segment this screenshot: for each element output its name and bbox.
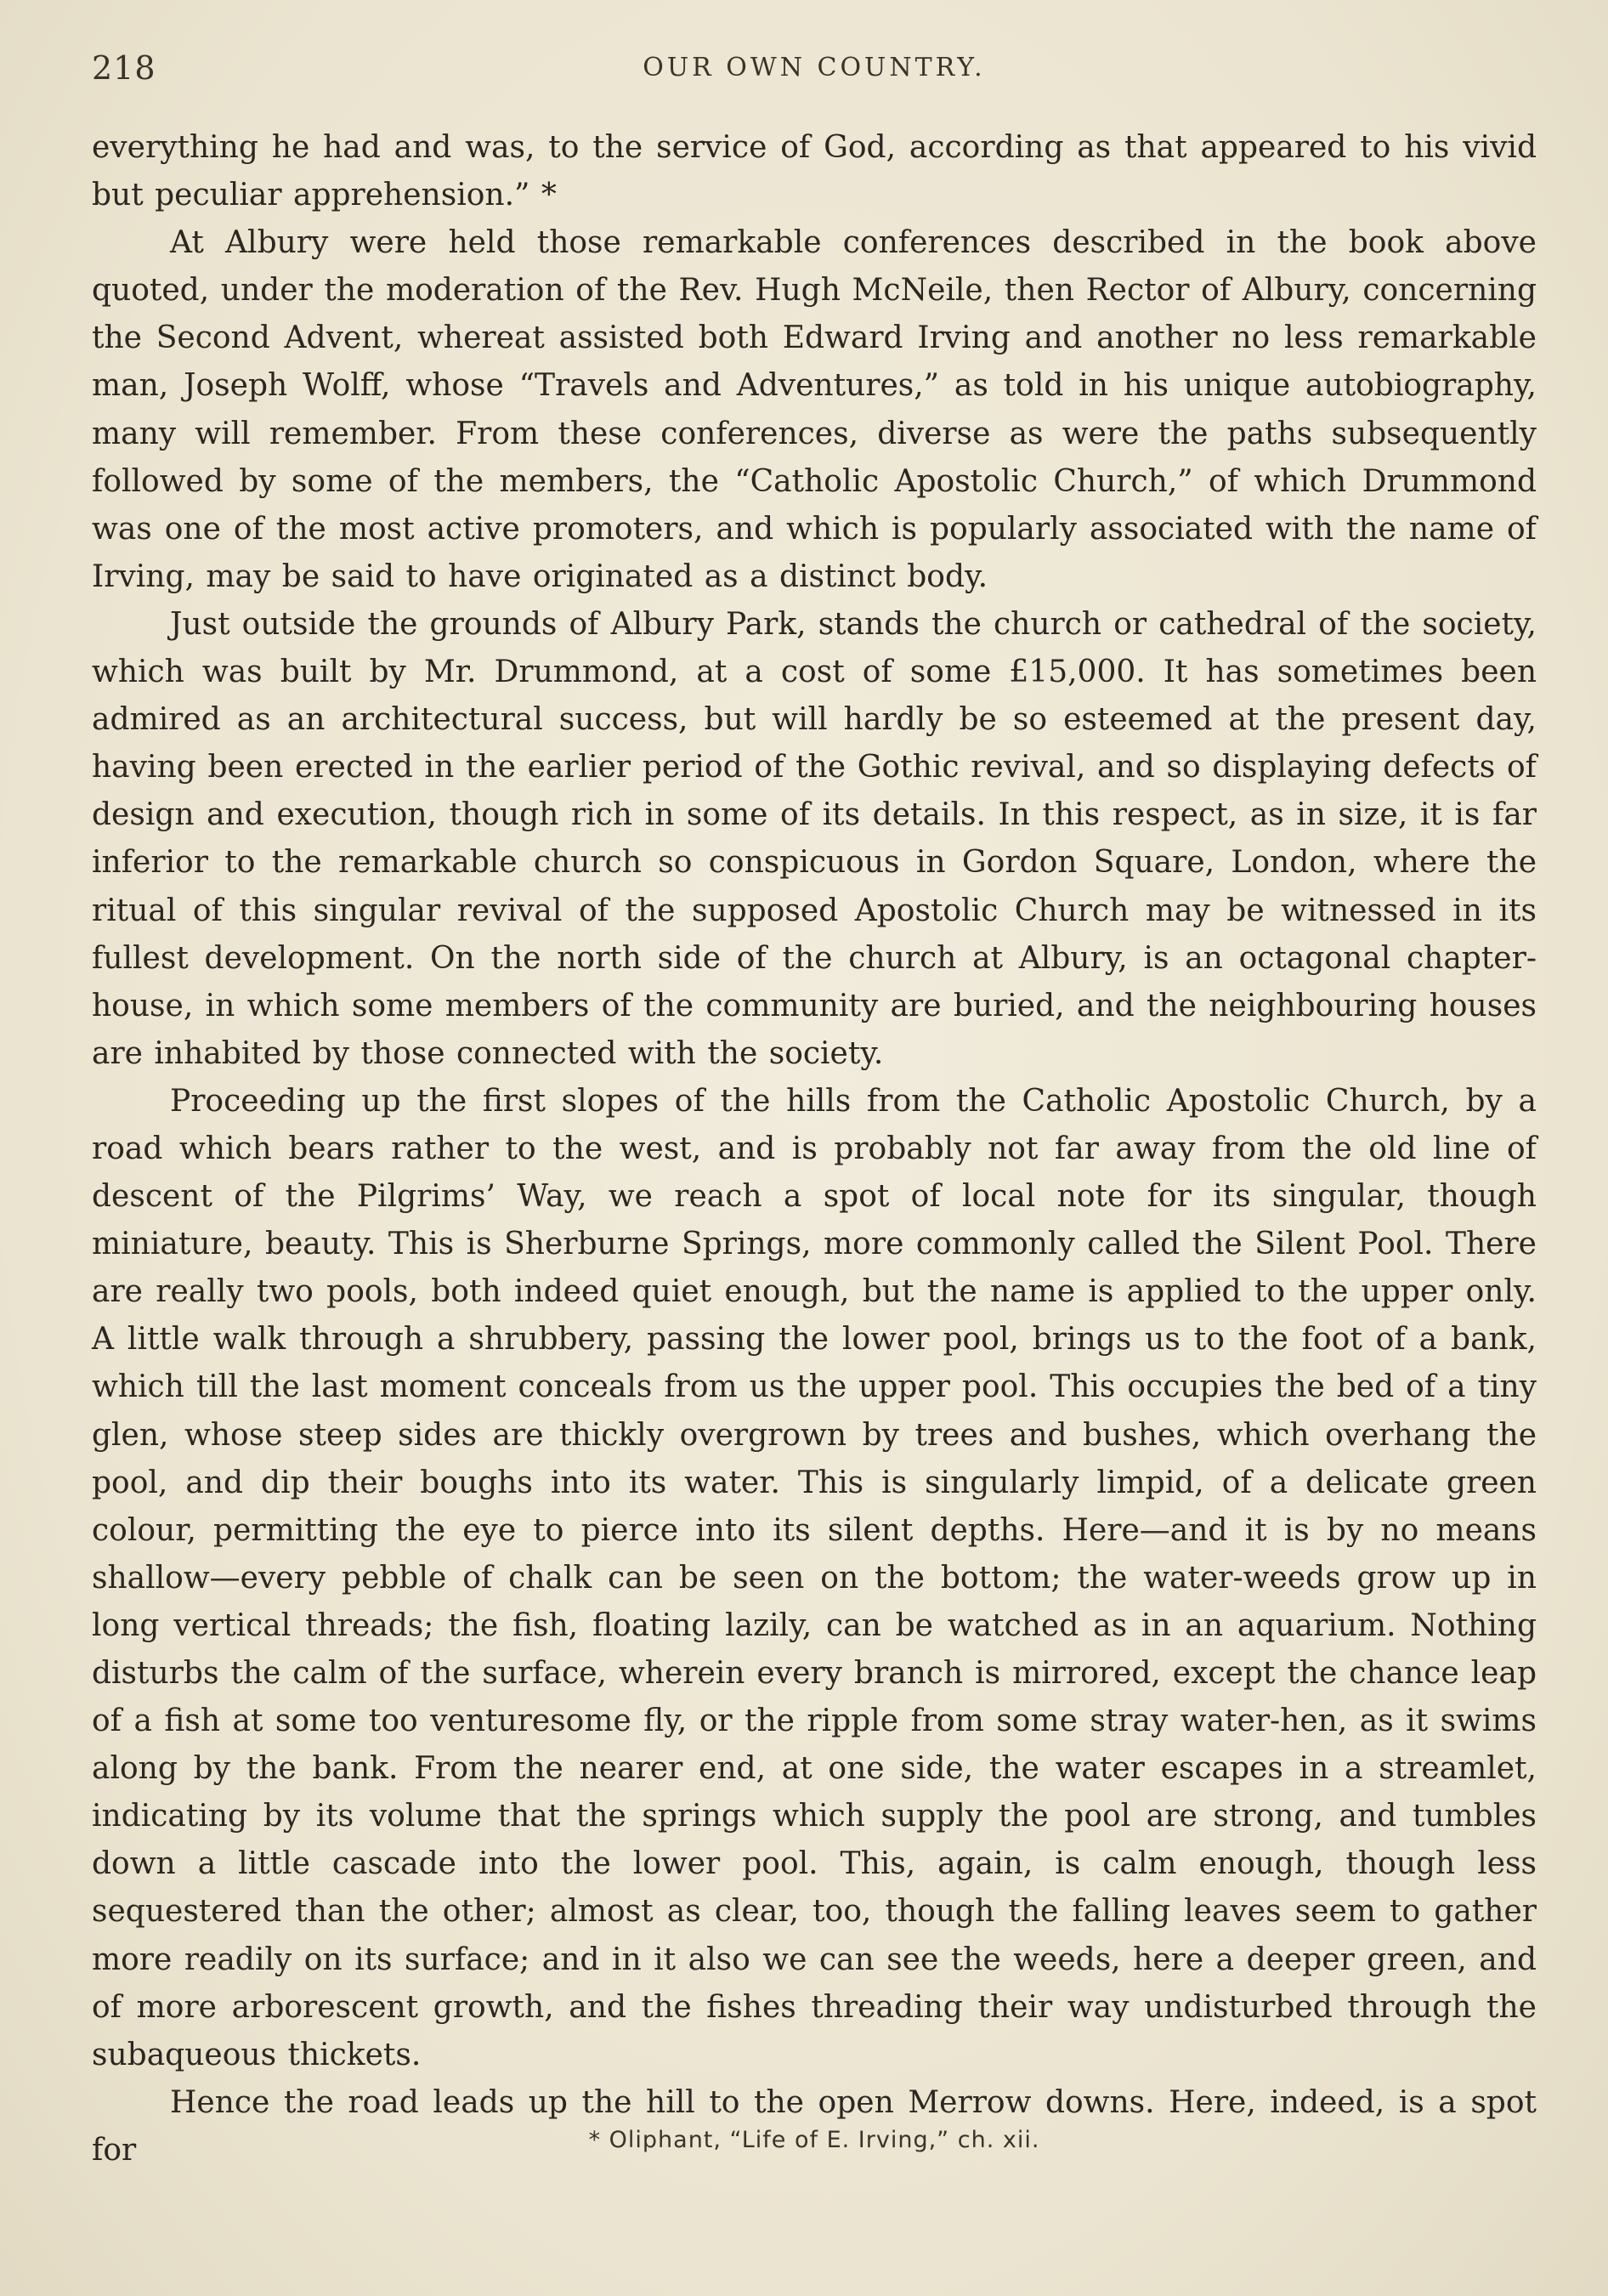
paragraph-albury-conferences: At Albury were held those remarkable conferences described in the book above quoted, under the moderation of the Rev. Hugh McNeile, then Rector of Albury, concerning the Second Advent, whereat assisted both Edward Irving and another no less remarkable man, Joseph Wolff, whose “Travels and Adventures,” as told in his unique autobiography, many will remember. From these conferences, diverse as were the paths subsequently followed by some of the members, the “Catholic Apostolic Church,” of which Drummond was one of the most active promoters, and which is popularly associated with the name of Irving, may be said to have originated as a distinct body.	[92, 225, 1537, 594]
footnote: * Oliphant, “Life of E. Irving,” ch. xii.	[588, 2127, 1040, 2153]
page-number: 218	[92, 49, 156, 87]
paragraph-continuation: everything he had and was, to the service of God, according as that appeared to his vivid but peculiar apprehension.” *	[92, 130, 1537, 213]
page-header	[92, 49, 1537, 100]
paragraph-merrow-downs: Hence the road leads up the hill to the open Merrow downs. Here, indeed, is a spot for	[92, 2084, 1537, 2168]
paragraph-albury-church: Just outside the grounds of Albury Park, stands the church or cathedral of the society, which was built by Mr. Drummond, at a cost of some £15,000. It has sometimes been admired as an architectural success, but will hardly be so esteemed at the present day, having been erected in the earlier period of the Gothic revival, and so displaying defects of design and execution, though rich in some of its details. In this respect, as in size, it is far inferior to the remarkable church so conspicuous in Gordon Square, London, where the ritual of this singular revival of the supposed Apostolic Church may be witnessed in its fullest development. On the north side of the church at Albury, is an octagonal chapter-house, in which some members of the community are buried, and the neighbouring houses are inhabited by those connected with the society.	[92, 606, 1537, 1071]
body-text	[92, 124, 1537, 2174]
running-head: OUR OWN COUNTRY.	[643, 53, 986, 82]
paragraph-silent-pool: Proceeding up the first slopes of the hills from the Catholic Apostolic Church, by a road which bears rather to the west, and is probably not far away from the old line of descent of the Pilgrims’ Way, we reach a spot of local note for its singular, though miniature, beauty. This is Sherburne Springs, more commonly called the Silent Pool. There are really two pools, both indeed quiet enough, but the name is applied to the upper only. A little walk through a shrubbery, passing the lower pool, brings us to the foot of a bank, which till the last moment conceals from us the upper pool. This occupies the bed of a tiny glen, whose steep sides are thickly overgrown by trees and bushes, which overhang the pool, and dip their boughs into its water. This is singularly limpid, of a delicate green colour, permitting the eye to pierce into its silent depths. Here—and it is by no means shallow—every pebble of chalk can be seen on the bottom; the water-weeds grow up in long vertical threads; the fish, floating lazily, can be watched as in an aquarium. Nothing disturbs the calm of the surface, wherein every branch is mirrored, except the chance leap of a fish at some too venturesome fly, or the ripple from some stray water-hen, as it swims along by the bank. From the nearer end, at one side, the water escapes in a streamlet, indicating by its volume that the springs which supply the pool are strong, and tumbles down a little cascade into the lower pool. This, again, is calm enough, though less sequestered than the other; almost as clear, too, though the falling leaves seem to gather more readily on its surface; and in it also we can see the weeds, here a deeper green, and of more arborescent growth, and the fishes threading their way undisturbed through the subaqueous thickets.	[92, 1083, 1537, 2072]
